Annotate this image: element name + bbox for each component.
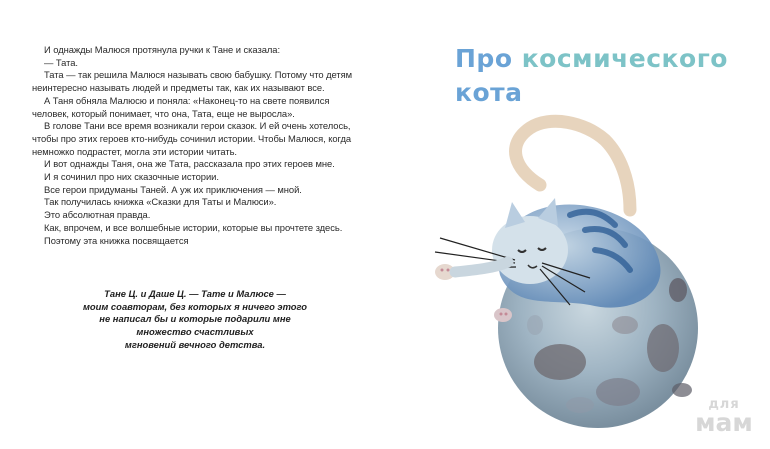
paragraph: И я сочинил про них сказочные истории. bbox=[44, 171, 219, 183]
paragraph: А Таня обняла Малюсю и поняла: «Наконец-то на свете появился человек, который понимает, что она, Тата, еще не выросла». bbox=[32, 94, 330, 119]
planet-spot bbox=[566, 397, 594, 413]
cat-tail bbox=[516, 121, 630, 210]
chapter-title-line-1 bbox=[455, 42, 755, 76]
story-text bbox=[32, 44, 362, 247]
planet-spot bbox=[612, 316, 638, 334]
planet-spot bbox=[672, 383, 692, 397]
paragraph: В голове Тани все время возникали герои сказок. И ей очень хотелось, чтобы про этих героев кто-нибудь сочинил истории. Чтобы Малюся, когда немножко подрастет, могла эти истории читать. bbox=[32, 120, 352, 157]
watermark-line-2: мам bbox=[695, 408, 753, 437]
planet-spot bbox=[647, 324, 679, 372]
dedication bbox=[60, 288, 330, 352]
planet-spot bbox=[527, 315, 543, 335]
planet-spot bbox=[534, 344, 586, 380]
paragraph: Как, впрочем, и все волшебные истории, которые вы прочтете здесь. bbox=[44, 221, 343, 233]
paragraph: Это абсолютная правда. bbox=[44, 209, 151, 221]
cat-arm bbox=[455, 262, 508, 272]
dedication-line: не написал бы и которые подарили мне bbox=[99, 313, 291, 325]
watermark bbox=[688, 398, 760, 435]
watermark-line-1: для bbox=[708, 397, 740, 412]
paragraph: И вот однажды Таня, она же Тата, рассказала про этих героев мне. bbox=[44, 158, 335, 170]
cat-on-planet-illustration bbox=[420, 100, 720, 430]
planet-spot bbox=[669, 278, 687, 302]
planet-spot bbox=[596, 378, 640, 406]
dedication-line: моим соавторам, без которых я ничего этого bbox=[82, 300, 308, 312]
paragraph: Так получилась книжка «Сказки для Таты и Малюси». bbox=[44, 196, 277, 208]
dedication-line: мгновений вечного детства. bbox=[124, 338, 266, 350]
paragraph: — Тата. bbox=[44, 56, 78, 68]
title-word-teal: космического bbox=[521, 44, 728, 73]
dedication-line: множество счастливых bbox=[136, 326, 254, 338]
paragraph: Все герои придуманы Таней. А уж их приключения — мной. bbox=[44, 183, 302, 195]
paragraph: Поэтому эта книжка посвящается bbox=[44, 234, 189, 246]
title-word-blue: Про bbox=[455, 44, 522, 73]
cat-head bbox=[492, 216, 568, 284]
paragraph: Тата — так решила Малюся называть свою бабушку. Потому что детям неинтересно называть людей и предметы так, как их называют все. bbox=[32, 69, 353, 94]
chapter-title-line-2: кота bbox=[455, 78, 523, 107]
cat-paw bbox=[494, 308, 512, 322]
paragraph: И однажды Малюся протянула ручки к Тане и сказала: bbox=[44, 44, 281, 55]
dedication-line: Тане Ц. и Даше Ц. — Тате и Малюсе — bbox=[104, 288, 286, 299]
